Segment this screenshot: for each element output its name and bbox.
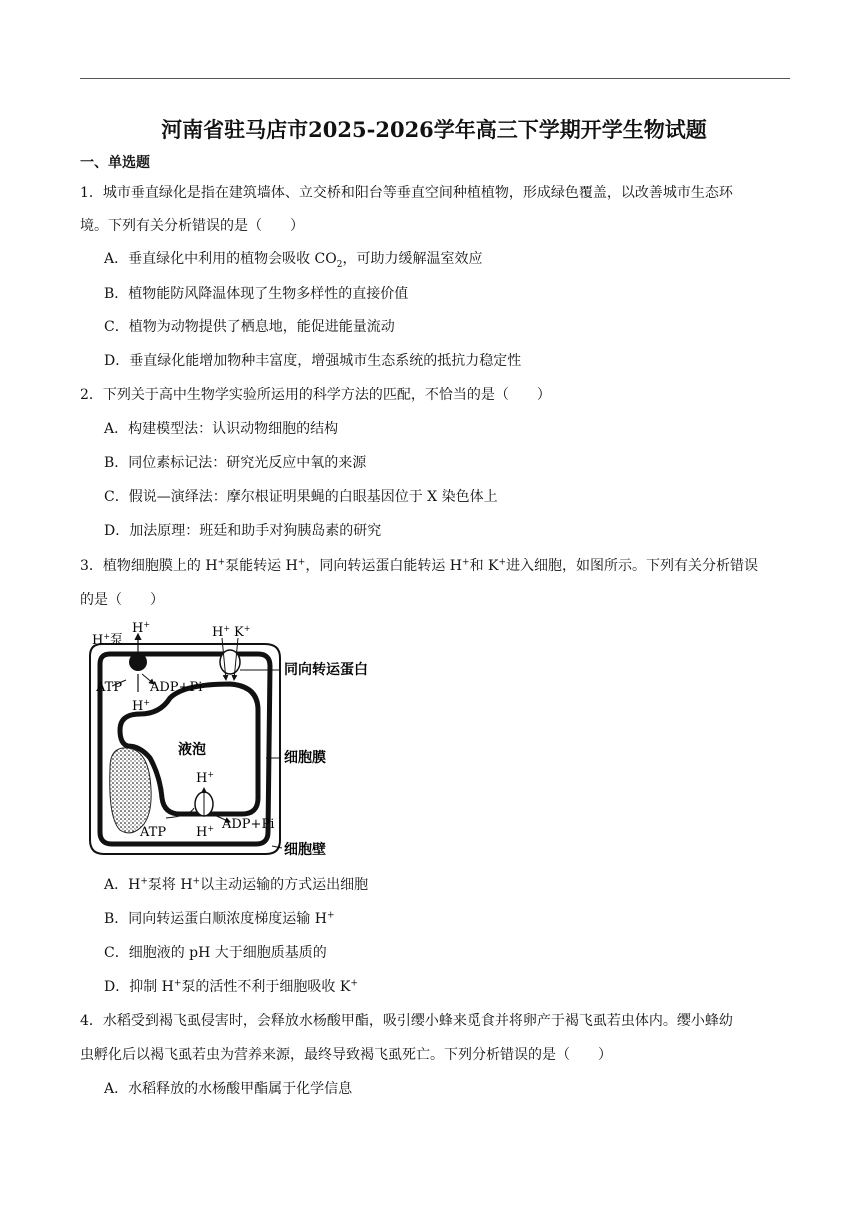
q2-option-b: B．同位素标记法：研究光反应中氧的来源: [104, 455, 367, 471]
q1-option-c: C．植物为动物提供了栖息地，能促进能量流动: [104, 319, 395, 335]
label-h-vacuole: H+: [196, 770, 215, 786]
h-pump-icon: [129, 653, 147, 671]
q1-option-a: A．垂直绿化中利用的植物会吸收 $CO_2$，可助力缓解温室效应: [104, 251, 483, 270]
q2-option-a: A．构建模型法：认识动物细胞的结构: [104, 421, 339, 437]
q3-option-a: A．H+泵将 H+以主动运输的方式运出细胞: [104, 876, 369, 893]
label-symporter: 同向转运蛋白: [284, 662, 368, 678]
q2-option-c: C．假说—演绎法：摩尔根证明果蝇的白眼基因位于 X 染色体上: [104, 489, 498, 505]
label-atp-bottom: ATP: [140, 825, 167, 840]
label-h-top: H+: [132, 620, 151, 636]
label-h-pump: H+泵: [92, 632, 124, 648]
q3-stem-line1: 3．植物细胞膜上的 H+泵能转运 H+，同向转运蛋白能转运 H+和 K+进入细胞，如图所示。下列有关分析错误: [80, 557, 759, 574]
label-adp-top: ADP+Pi: [150, 680, 203, 695]
q1-stem-line2: 境。下列有关分析错误的是（ ）: [80, 218, 304, 234]
q3-stem-line2: 的是（ ）: [80, 592, 164, 608]
cell-transport-diagram: [80, 618, 400, 868]
q3-option-b: B．同向转运蛋白顺浓度梯度运输 H+: [104, 910, 335, 927]
label-membrane: 细胞膜: [284, 750, 326, 766]
page-title: 河南省驻马店市2025-2026学年高三下学期开学生物试题: [161, 117, 707, 142]
q3-option-c: C．细胞液的 pH 大于细胞质基质的: [104, 945, 327, 961]
q2-stem: 2．下列关于高中生物学实验所运用的科学方法的匹配，不恰当的是（ ）: [80, 387, 551, 403]
dotted-organelle: [110, 748, 151, 833]
label-h-bottom: H+: [196, 824, 215, 840]
q4-option-a: A．水稻释放的水杨酸甲酯属于化学信息: [104, 1081, 353, 1097]
q3-option-d: D．抑制 H+泵的活性不利于细胞吸收 K+: [104, 978, 358, 995]
section-heading: 一、单选题: [80, 155, 150, 171]
q1-stem-line1: 1．城市垂直绿化是指在建筑墙体、立交桥和阳台等垂直空间种植植物，形成绿色覆盖，以改善城市生态环: [80, 185, 733, 201]
header-rule: [80, 78, 790, 79]
label-vacuole: 液泡: [178, 742, 206, 758]
label-adp-bottom: ADP+Pi: [222, 817, 275, 832]
label-atp-top: ATP: [96, 680, 123, 695]
q4-stem-line1: 4．水稻受到褐飞虱侵害时，会释放水杨酸甲酯，吸引缨小蜂来觅食并将卵产于褐飞虱若虫体内。缨小蜂幼: [80, 1013, 733, 1029]
q4-stem-line2: 虫孵化后以褐飞虱若虫为营养来源，最终导致褐飞虱死亡。下列分析错误的是（ ）: [80, 1047, 612, 1063]
label-wall: 细胞壁: [284, 842, 326, 858]
label-h-under-pump: H+: [132, 698, 151, 714]
q1-option-d: D．垂直绿化能增加物种丰富度，增强城市生态系统的抵抗力稳定性: [104, 353, 522, 369]
label-h-k: H+ K+: [212, 624, 251, 640]
q2-option-d: D．加法原理：班廷和助手对狗胰岛素的研究: [104, 523, 382, 539]
q1-option-b: B．植物能防风降温体现了生物多样性的直接价值: [104, 286, 409, 302]
